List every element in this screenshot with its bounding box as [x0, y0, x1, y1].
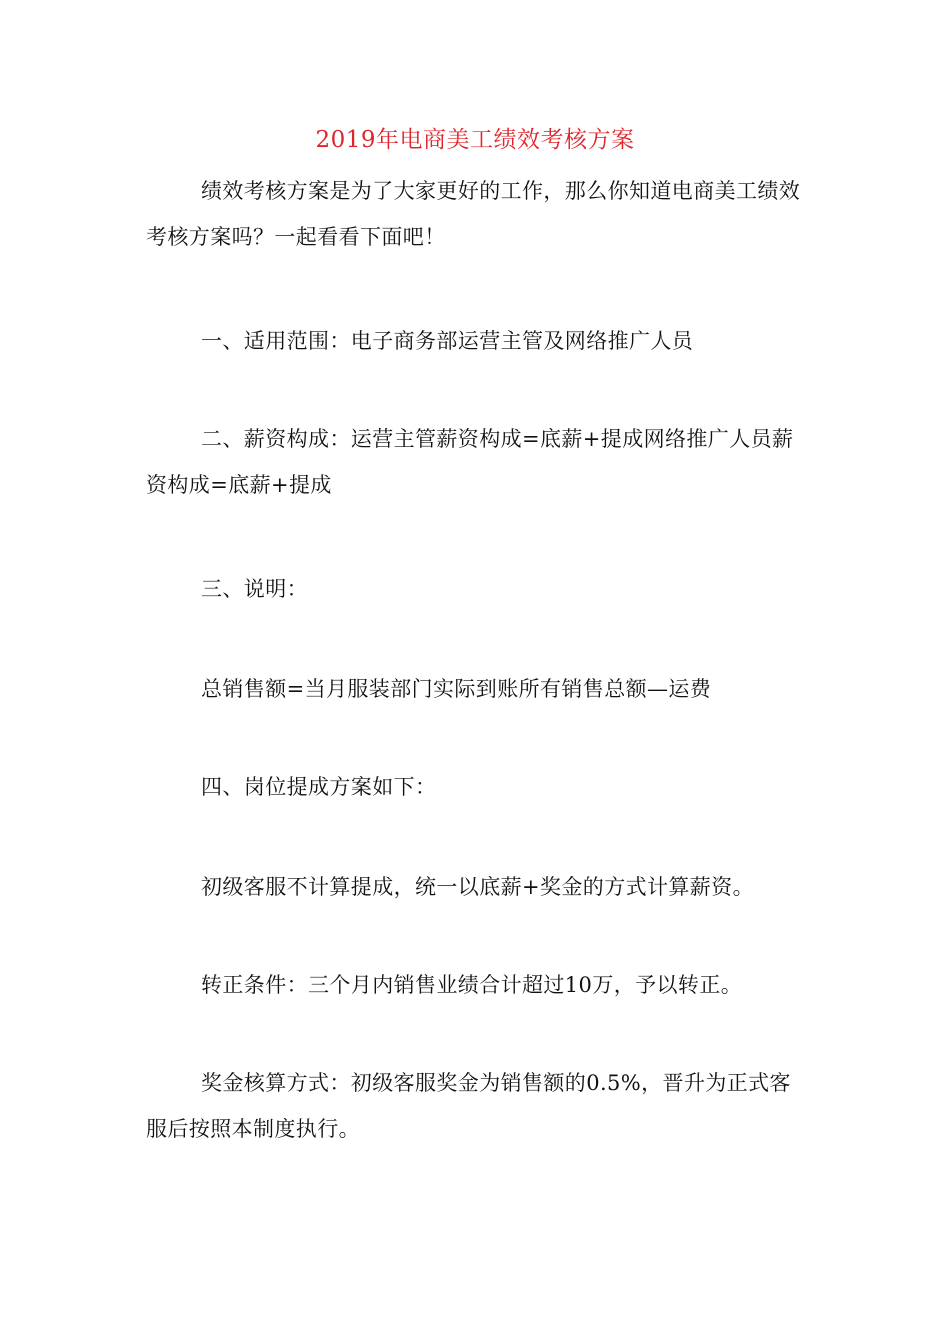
section-explanation-heading: 三、说明： — [201, 577, 308, 601]
section-commission-heading: 四、岗位提成方案如下： — [201, 775, 437, 799]
junior-service-paragraph: 初级客服不计算提成，统一以底薪+奖金的方式计算薪资。 — [201, 875, 754, 899]
bonus-calculation-paragraph: 奖金核算方式：初级客服奖金为销售额的0.5%，晋升为正式客服后按照本制度执行。 — [146, 1071, 791, 1141]
total-sales-definition: 总销售额=当月服装部门实际到账所有销售总额—运费 — [201, 677, 712, 701]
intro-paragraph: 绩效考核方案是为了大家更好的工作，那么你知道电商美工绩效考核方案吗？一起看看下面吧！ — [146, 179, 801, 249]
probation-condition-paragraph: 转正条件：三个月内销售业绩合计超过10万，予以转正。 — [201, 973, 743, 997]
document-title: 2019年电商美工绩效考核方案 — [315, 127, 635, 153]
section-salary-structure: 二、薪资构成：运营主管薪资构成=底薪+提成网络推广人员薪资构成=底薪+提成 — [146, 427, 794, 497]
section-scope: 一、适用范围：电子商务部运营主管及网络推广人员 — [201, 329, 694, 353]
